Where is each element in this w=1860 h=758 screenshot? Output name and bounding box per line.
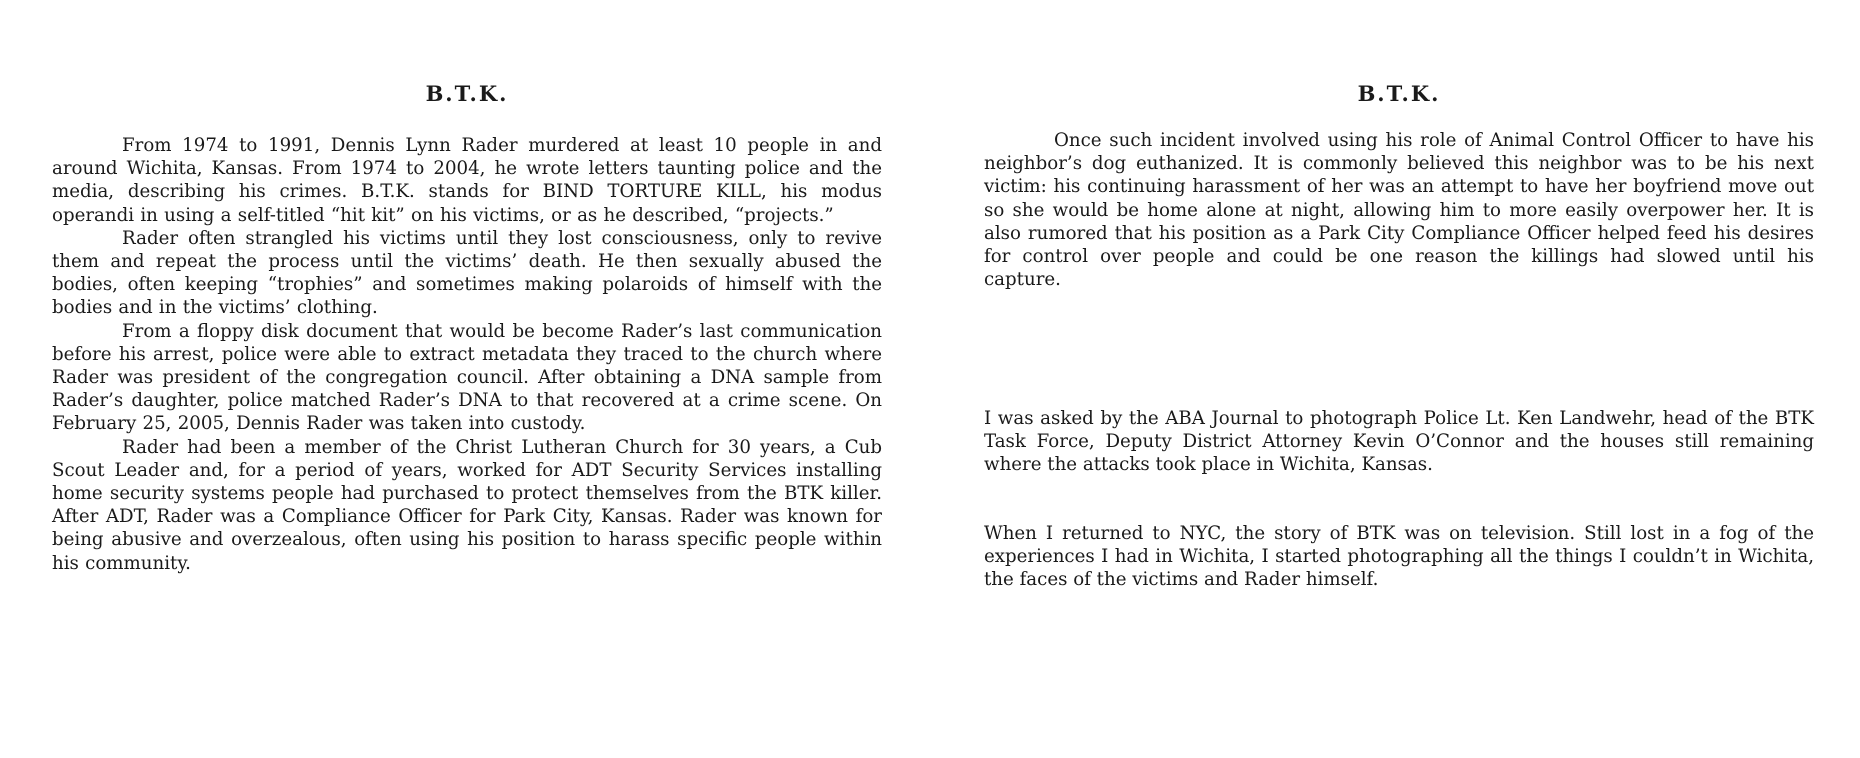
photographer-statement-1: I was asked by the ABA Journal to photograph Police Lt. Ken Landwehr, head of the BTK Task Force, Deputy District Attorney Kevin O’Connor and the houses still remaining where the attacks took place in Wichita, Kansas.: [984, 408, 1814, 476]
left-paragraph-1: From 1974 to 1991, Dennis Lynn Rader murdered at least 10 people in and around Wichita, Kansas. From 1974 to 2004, he wrote letters taunting police and the media, describing his crimes. B.T.K. stands for BIND TORTURE KILL, his modus operandi in using a self-titled “hit kit” on his victims, or as he described, “projects.”: [52, 135, 882, 226]
left-paragraph-2: Rader often strangled his victims until they lost consciousness, only to revive them and repeat the process until the victims’ death. He then sexually abused the bodies, often keeping “trophies” and sometimes making polaroids of himself with the bodies and in the victims’ clothing.: [52, 227, 882, 319]
right-page-body: [984, 129, 1814, 291]
photographer-statement-2: When I returned to NYC, the story of BTK was on television. Still lost in a fog of the experiences I had in Wichita, I started photographing all the things I couldn’t in Wichita, the faces of the victims and Rader himself.: [984, 523, 1814, 591]
right-page-title: B.T.K.: [1357, 81, 1441, 106]
right-paragraph-1: Once such incident involved using his role of Animal Control Officer to have his neighbor’s dog euthanized. It is commonly believed this neighbor was to be his next victim: his continuing harassment of her was an attempt to have her boyfriend move out so she would be home alone at night, allowing him to more easily overpower her. It is also rumored that his position as a Park City Compliance Officer helped feed his desires for control over people and could be one reason the killings had slowed until his capture.: [984, 130, 1814, 291]
left-paragraph-3: From a floppy disk document that would be become Rader’s last communication before his arrest, police were able to extract metadata they traced to the church where Rader was president of the congregation council. After obtaining a DNA sample from Rader’s daughter, police matched Rader’s DNA to that recovered at a crime scene. On February 25, 2005, Dennis Rader was taken into custody.: [52, 320, 882, 435]
left-page-body: [52, 134, 882, 575]
left-paragraph-4: Rader had been a member of the Christ Lutheran Church for 30 years, a Cub Scout Leader and, for a period of years, worked for ADT Security Services installing home security systems people had purchased to protect themselves from the BTK killer. After ADT, Rader was a Compliance Officer for Park City, Kansas. Rader was known for being abusive and overzealous, often using his position to harass specific people within his community.: [52, 436, 882, 574]
left-page-title: B.T.K.: [425, 81, 509, 106]
